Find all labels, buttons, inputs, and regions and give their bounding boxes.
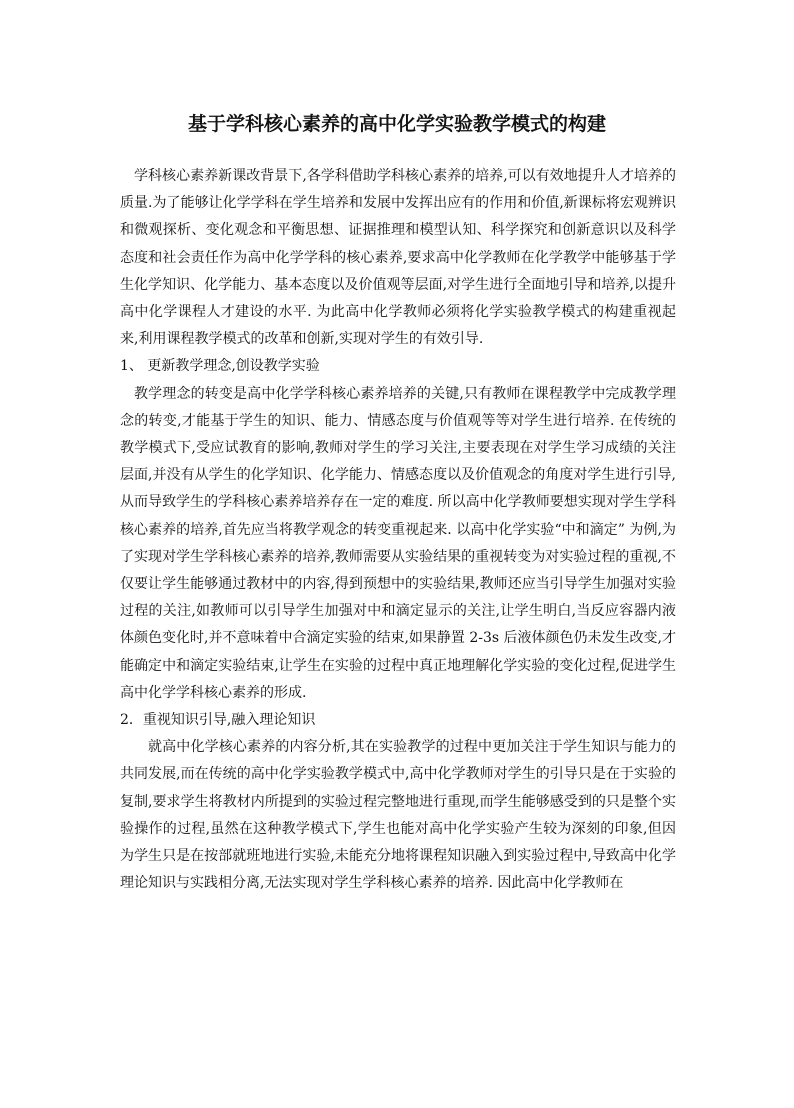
section-1-paragraph: 教学理念的转变是高中化学学科核心素养培养的关键,只有教师在课程教学中完成教学理念的转变,才能基于学生的知识、能力、情感态度与价值观等等对学生进行培养. 在传统的教学模式下,受应试教育的影响,教师对学生的学习关注,主要表现在对学生学习成绩的关注层面,并没有从学生的化学知识、化学能力、情感态度以及价值观念的角度对学生进行引导,从而导致学生的学科核心素养培养存在一定的难度. 所以高中化学教师要想实现对学生学科核心素养的培养,首先应当将教学观念的转变重视起来. 以高中化学实验“中和滴定” 为例,为了实现对学生学科核心素养的培养,教师需要从实验结果的重视转变为对实验过程的重视,不仅要让学生能够通过教材中的内容,得到预想中的实验结果,教师还应当引导学生加强对实验过程的关注,如教师可以引导学生加强对中和滴定显示的关注,让学生明白,当反应容器内液体颜色变化时,并不意味着中合滴定实验的结束,如果静置 2-3s 后液体颜色仍未发生改变,才能确定中和滴定实验结束,让学生在实验的过程中真正地理解化学实验的变化过程,促进学生高中化学学科核心素养的形成. — [120, 385, 676, 701]
intro-paragraph: 学科核心素养新课改背景下,各学科借助学科核心素养的培养,可以有效地提升人才培养的质量.为了能够让化学学科在学生培养和发展中发挥出应有的作用和价值,新课标将宏观辨识和微观探析、变化观念和平衡思想、证据推理和模型认知、科学探究和创新意识以及科学态度和社会责任作为高中化学学科的核心素养,要求高中化学教师在化学教学中能够基于学生化学知识、化学能力、基本态度以及价值观等层面,对学生进行全面地引导和培养,以提升高中化学课程人才建设的水平. 为此高中化学教师必须将化学实验教学模式的构建重视起来,利用课程教学模式的改革和创新,实现对学生的有效引导. — [120, 168, 676, 348]
section-heading-2: 2．重视知识引导,融入理论知识 — [120, 712, 316, 729]
section-2-paragraph: 就高中化学核心素养的内容分析,其在实验教学的过程中更加关注于学生知识与能力的共同发展,而在传统的高中化学实验教学模式中,高中化学教师对学生的引导只是在于实验的复制,要求学生将教材内所提到的实验过程完整地进行重现,而学生能够感受到的只是整个实验操作的过程,虽然在这种教学模式下,学生也能对高中化学实验产生较为深刻的印象,但因为学生只是在按部就班地进行实验,未能充分地将课程知识融入到实验过程中,导致高中化学理论知识与实践相分离,无法实现对学生学科核心素养的培养. 因此高中化学教师在 — [120, 739, 676, 892]
document-body — [120, 163, 676, 897]
document-title: 基于学科核心素养的高中化学实验教学模式的构建 — [187, 113, 606, 135]
section-heading-1: 1、 更新教学理念,创设教学实验 — [120, 358, 320, 375]
